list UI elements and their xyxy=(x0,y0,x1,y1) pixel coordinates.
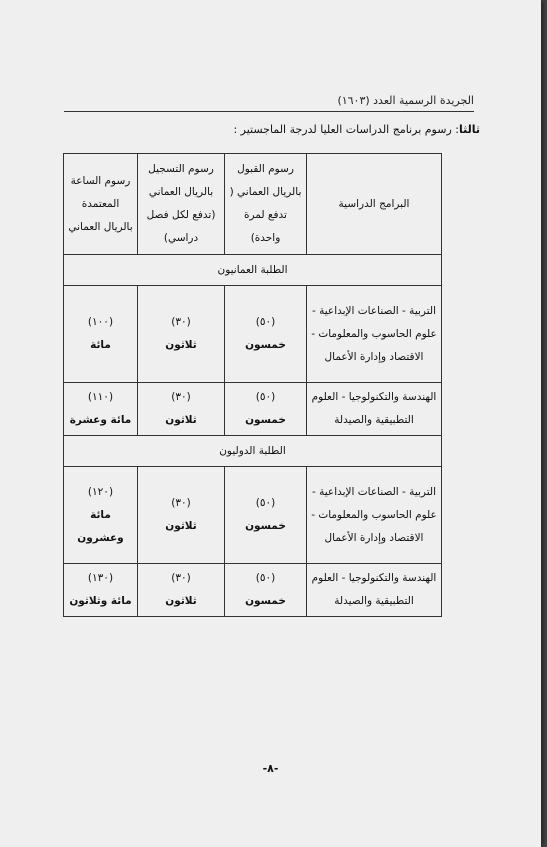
fee-words: ثلاثون xyxy=(165,339,197,351)
column-header-programs: البرامج الدراسية xyxy=(307,154,442,255)
fee-number: (٥٠) xyxy=(255,391,276,403)
fee-words: ثلاثون xyxy=(165,414,197,426)
fee-number: (٣٠) xyxy=(171,572,191,584)
admission-fee-cell xyxy=(225,467,307,564)
registration-fee-cell xyxy=(138,564,225,617)
column-header-registration: رسوم التسجيل بالريال العماني (تدفع لكل فصل دراسي) xyxy=(138,154,225,255)
fee-words: مائة وعشرون xyxy=(77,508,124,544)
header-divider xyxy=(64,111,474,112)
fee-number: (١٣٠) xyxy=(87,572,114,584)
section-text: : رسوم برنامج الدراسات العليا لدرجة الماجستير : xyxy=(233,123,459,136)
program-cell: التربية - الصناعات الإبداعية - علوم الحاسوب والمعلومات - الاقتصاد وإدارة الأعمال xyxy=(307,467,442,564)
table-row xyxy=(64,383,442,436)
fee-words: مائة وثلاثون xyxy=(69,595,132,607)
credit-hour-fee-cell xyxy=(64,467,138,564)
table-header-row xyxy=(64,154,442,255)
column-header-admission: رسوم القبول بالريال العماني ( تدفع لمرة واحدة) xyxy=(225,154,307,255)
registration-fee-cell xyxy=(138,286,225,383)
admission-fee-cell xyxy=(225,286,307,383)
registration-fee-cell xyxy=(138,383,225,436)
program-cell: الهندسة والتكنولوجيا - العلوم التطبيقية والصيدلة xyxy=(307,564,442,617)
gazette-header: الجريدة الرسمية العدد (١٦٠٣) xyxy=(337,94,474,107)
admission-fee-cell xyxy=(225,383,307,436)
admission-fee-cell xyxy=(225,564,307,617)
fee-words: خمسون xyxy=(245,339,286,351)
section-label: ثالثا xyxy=(458,123,480,136)
fee-number: (١٢٠) xyxy=(87,485,114,498)
group-title: الطلبة العمانيون xyxy=(64,255,442,286)
fee-words: مائة xyxy=(90,339,111,351)
fees-table xyxy=(63,153,442,617)
fee-number: (١١٠) xyxy=(87,391,114,403)
fee-number: (٥٠) xyxy=(255,572,276,584)
fee-number: (٣٠) xyxy=(171,391,191,403)
page-number: -٨- xyxy=(262,762,279,775)
group-title: الطلبة الدوليون xyxy=(64,436,442,467)
registration-fee-cell xyxy=(138,467,225,564)
fee-words: خمسون xyxy=(245,520,286,532)
credit-hour-fee-cell xyxy=(64,286,138,383)
table-row xyxy=(64,467,442,564)
program-cell: الهندسة والتكنولوجيا - العلوم التطبيقية والصيدلة xyxy=(307,383,442,436)
fee-words: ثلاثون xyxy=(165,520,197,532)
section-title xyxy=(100,123,480,136)
credit-hour-fee-cell xyxy=(64,383,138,436)
group-row-international xyxy=(64,436,442,467)
table-row xyxy=(64,564,442,617)
fee-words: خمسون xyxy=(245,414,286,426)
fee-words: ثلاثون xyxy=(165,595,197,607)
fee-number: (١٠٠) xyxy=(87,316,114,328)
fee-number: (٥٠) xyxy=(255,316,276,328)
group-row-omani xyxy=(64,255,442,286)
fee-words: خمسون xyxy=(245,595,286,607)
table-row xyxy=(64,286,442,383)
fee-number: (٥٠) xyxy=(255,497,276,509)
fee-number: (٣٠) xyxy=(171,316,191,328)
program-cell: التربية - الصناعات الإبداعية - علوم الحاسوب والمعلومات - الاقتصاد وإدارة الأعمال xyxy=(307,286,442,383)
fee-number: (٣٠) xyxy=(171,497,191,509)
column-header-credit-hour: رسوم الساعة المعتمدة بالريال العماني xyxy=(64,154,138,255)
fee-words: مائة وعشرة xyxy=(69,414,132,426)
credit-hour-fee-cell xyxy=(64,564,138,617)
